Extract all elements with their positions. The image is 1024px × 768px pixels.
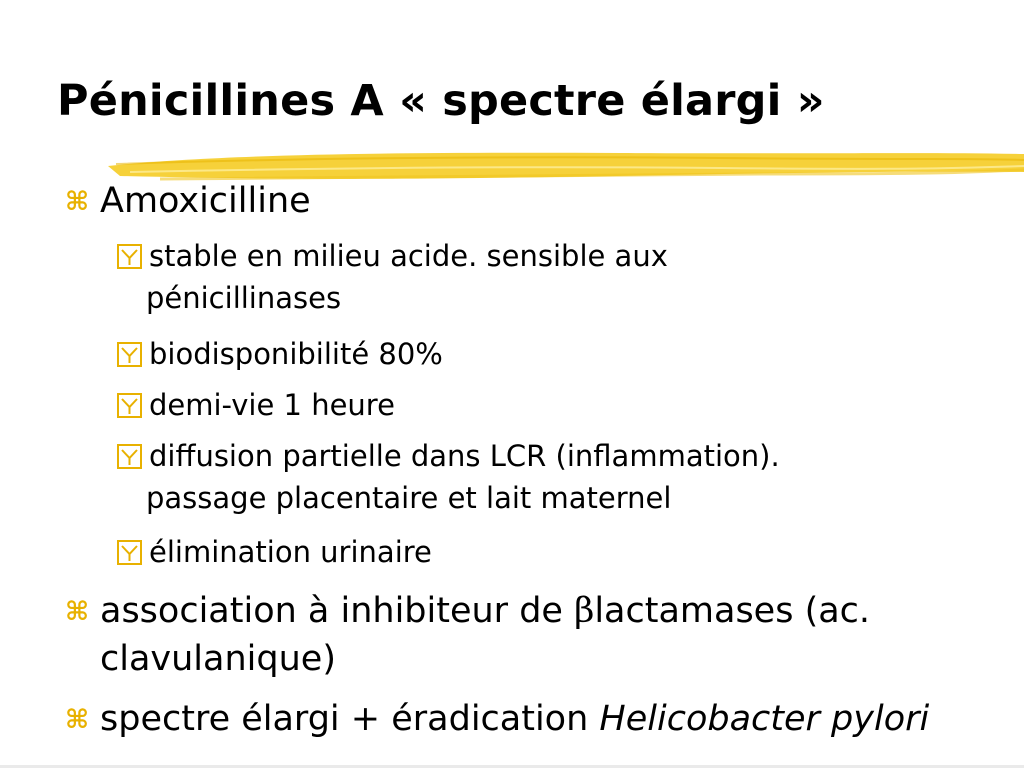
subitem (117, 435, 780, 477)
slide-title: Pénicillines A « spectre élargi » (57, 76, 825, 126)
subitem-text: diffusion partielle dans LCR (inflammation). (149, 439, 780, 473)
item-continuation: clavulanique) (100, 639, 336, 679)
item-text-italic: Helicobacter pylori (599, 699, 930, 739)
checkbox-icon (117, 393, 142, 418)
checkbox-icon (117, 540, 142, 565)
subitem-text: élimination urinaire (149, 535, 432, 569)
subitem (117, 384, 395, 426)
checkbox-icon (117, 342, 142, 367)
subitem-continuation: pénicillinases (146, 281, 342, 315)
subitem-text: demi-vie 1 heure (149, 388, 395, 422)
bullet-z-icon: ⌘ (65, 705, 90, 735)
bullet-z-icon: ⌘ (65, 597, 90, 627)
subitem (117, 333, 443, 375)
bullet-item-spectre (65, 696, 929, 745)
checkbox-icon (117, 444, 142, 469)
subitem (117, 531, 432, 573)
item-text-pre: association à inhibiteur de (100, 591, 575, 631)
item-text-pre: spectre élargi + éradication (100, 699, 600, 739)
item-text: Amoxicilline (100, 181, 311, 221)
checkbox-icon (117, 244, 142, 269)
beta-symbol: β (574, 591, 595, 631)
bullet-z-icon: ⌘ (65, 187, 90, 217)
subitem-text: stable en milieu acide. sensible aux (149, 239, 668, 273)
subitem-continuation: passage placentaire et lait maternel (146, 481, 672, 515)
subitem (117, 235, 668, 277)
bullet-item-amoxicilline (65, 178, 311, 227)
item-text-post: lactamases (ac. (594, 591, 871, 631)
subitem-text: biodisponibilité 80% (149, 337, 443, 371)
bullet-item-association (65, 588, 870, 637)
